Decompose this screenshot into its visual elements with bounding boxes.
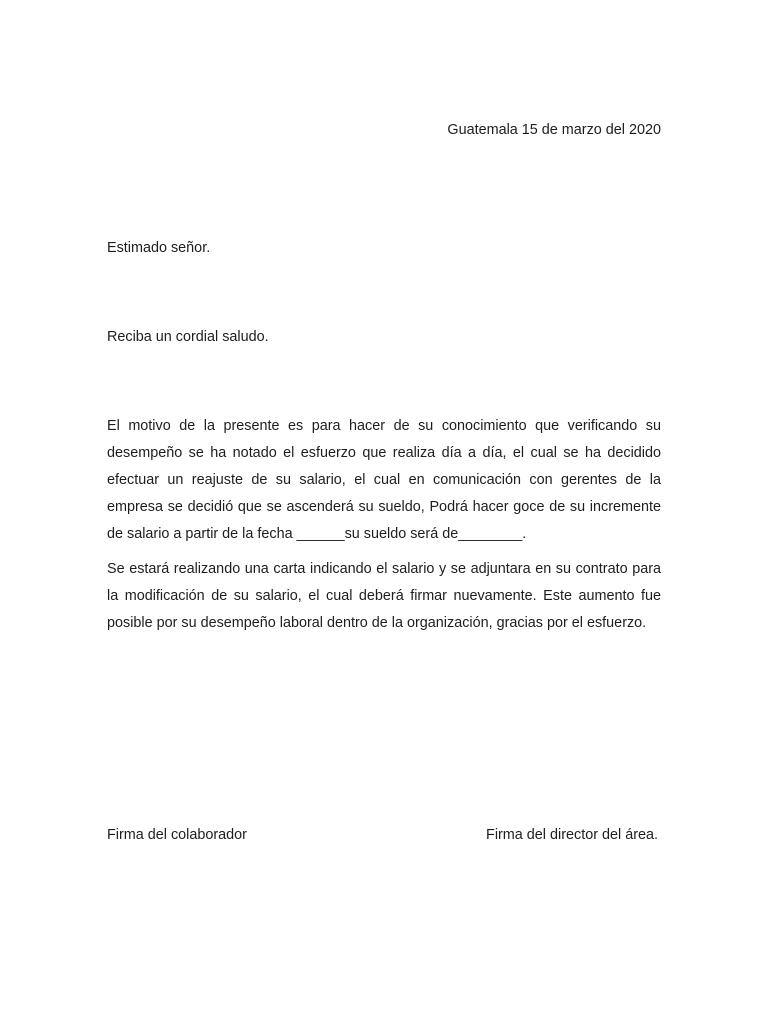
date-line: Guatemala 15 de marzo del 2020 bbox=[447, 122, 661, 138]
signature-collaborator: Firma del colaborador bbox=[107, 827, 247, 843]
signature-director: Firma del director del área. bbox=[486, 827, 658, 843]
body-paragraph-1: El motivo de la presente es para hacer de su conocimiento que verificando su desempeño se ha notado el esfuerzo que realiza día a día, el cual se ha decidido efectuar un reajuste de su salario, el cual en comunicación con gerentes de la empresa se decidió que se ascenderá su sueldo, Podrá hacer goce de su incremente de salario a partir de la fecha ______su sueldo será de________. bbox=[107, 418, 661, 542]
salutation: Reciba un cordial saludo. bbox=[107, 329, 269, 345]
body-paragraph-2: Se estará realizando una carta indicando el salario y se adjuntara en su contrato para la modificación de su salario, el cual deberá firmar nuevamente. Este aumento fue posible por su desempeño laboral dentro de la organización, gracias por el esfuerzo. bbox=[107, 561, 661, 631]
greeting: Estimado señor. bbox=[107, 240, 211, 256]
